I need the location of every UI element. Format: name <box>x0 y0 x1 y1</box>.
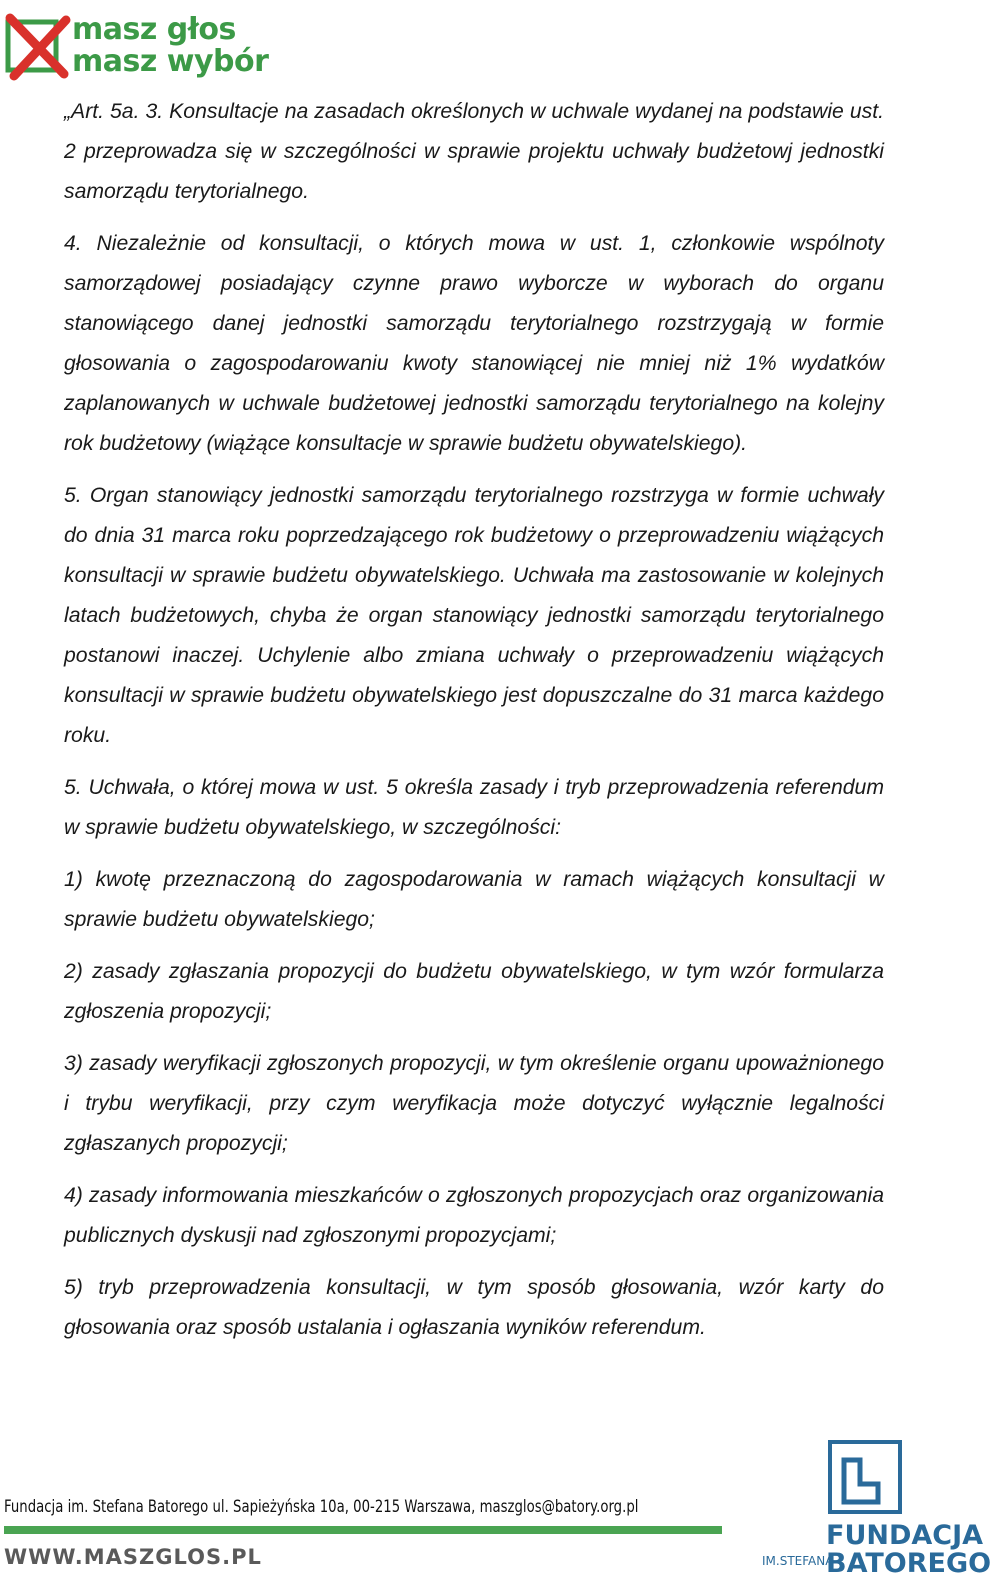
paragraph-5-uchwala: 5. Uchwała, o której mowa w ust. 5 określa zasady i tryb przeprowadzenia referendum w sprawie budżetu obywatelskiego, w szczególności: <box>64 776 884 839</box>
logo-line-1: masz głos <box>72 12 236 47</box>
batory-line-2: BATOREGO <box>826 1548 991 1579</box>
list-item-3: 3) zasady weryfikacji zgłoszonych propozycji, w tym określenie organu upoważnionego i trybu weryfikacji, przy czym weryfikacja może dotyczyć wyłącznie legalności zgłaszanych propozycji; <box>64 1052 884 1155</box>
list-item-5: 5) tryb przeprowadzenia konsultacji, w tym sposób głosowania, wzór karty do głosowania oraz sposób ustalania i ogłaszania wyników referendum. <box>64 1276 884 1339</box>
footer-address: Fundacja im. Stefana Batorego ul. Sapieżyńska 10a, 00-215 Warszawa, maszglos@batory.org.pl <box>4 1497 639 1517</box>
batory-line-1: FUNDACJA <box>826 1520 984 1551</box>
list-item-2: 2) zasady zgłaszania propozycji do budżetu obywatelskiego, w tym wzór formularza zgłoszenia propozycji; <box>64 960 884 1023</box>
footer-url[interactable]: WWW.MASZGLOS.PL <box>4 1545 262 1569</box>
batory-sub-label: IM.STEFANA <box>762 1554 834 1568</box>
ballot-x-icon <box>4 12 74 82</box>
footer-divider <box>4 1526 722 1534</box>
masz-glos-logo <box>4 12 274 82</box>
document-body <box>64 92 884 1360</box>
paragraph-5-organ: 5. Organ stanowiący jednostki samorządu terytorialnego rozstrzyga w formie uchwały do dnia 31 marca roku poprzedzającego rok budżetowy o przeprowadzeniu wiążących konsultacji w sprawie budżetu obywatelskiego. Uchwała ma zastosowanie w kolejnych latach budżetowych, chyba że organ stanowiący jednostki samorządu terytorialnego postanowi inaczej. Uchylenie albo zmiana uchwały o przeprowadzeniu wiążących konsultacji w sprawie budżetu obywatelskiego jest dopuszczalne do 31 marca każdego roku. <box>64 484 884 747</box>
batory-wordmark <box>826 1522 991 1578</box>
list-item-4: 4) zasady informowania mieszkańców o zgłoszonych propozycjach oraz organizowania publicznych dyskusji nad zgłoszonymi propozycjami; <box>64 1184 884 1247</box>
list-item-1: 1) kwotę przeznaczoną do zagospodarowania w ramach wiążących konsultacji w sprawie budżetu obywatelskiego; <box>64 868 884 931</box>
logo-line-2: masz wybór <box>72 44 269 79</box>
batory-emblem-icon <box>826 1440 906 1518</box>
fundacja-batorego-logo <box>762 1440 991 1588</box>
paragraph-4: 4. Niezależnie od konsultacji, o których mowa w ust. 1, członkowie wspólnoty samorządowej posiadający czynne prawo wyborcze w wyborach do organu stanowiącego danej jednostki samorządu terytorialnego rozstrzygają w formie głosowania o zagospodarowaniu kwoty stanowiącej nie mniej niż 1% wydatków zaplanowanych w uchwale budżetowej jednostki samorządu terytorialnego na kolejny rok budżetowy (wiążące konsultacje w sprawie budżetu obywatelskiego). <box>64 232 884 455</box>
paragraph-art-5a-3: „Art. 5a. 3. Konsultacje na zasadach określonych w uchwale wydanej na podstawie ust. 2 przeprowadza się w szczególności w sprawie projektu uchwały budżetowj jednostki samorządu terytorialnego. <box>64 100 884 203</box>
logo-wordmark <box>72 14 268 78</box>
